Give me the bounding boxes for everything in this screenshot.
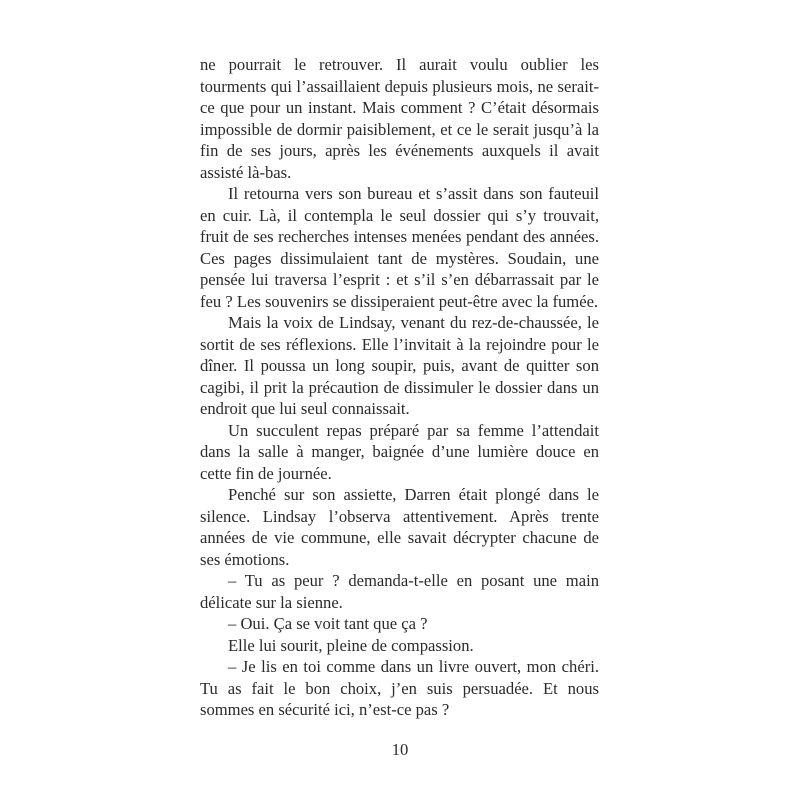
paragraph: ne pourrait le retrouver. Il aurait voulu oublier les tourments qui l’assaillaient depuis plusieurs mois, ne serait-ce que pour un instant. Mais comment ? C’était désormais impossible de dormir paisiblement, et ce le serait jusqu’à la fin de ses jours, après les événements auxquels il avait assisté là-bas.	[200, 55, 599, 182]
paragraph: Il retourna vers son bureau et s’assit dans son fauteuil en cuir. Là, il contempla le seul dossier qui s’y trouvait, fruit de ses recherches intenses menées pendant des années. Ces pages dissimulaient tant de mystères. Soudain, une pensée lui traversa l’esprit : et s’il s’en débarrassait par le feu ? Les souvenirs se dissiperaient peut-être avec la fumée.	[200, 184, 599, 311]
dialogue-line: – Oui. Ça se voit tant que ça ?	[228, 614, 428, 633]
body-text	[200, 54, 599, 721]
paragraph: Mais la voix de Lindsay, venant du rez-de-chaussée, le sortit de ses réflexions. Elle l’invitait à la rejoindre pour le dîner. Il poussa un long soupir, puis, avant de quitter son cagibi, il prit la précaution de dissimuler le dossier dans un endroit que lui seul connaissait.	[200, 313, 599, 418]
paragraph: Elle lui sourit, pleine de compassion.	[228, 635, 474, 655]
paragraph: Un succulent repas préparé par sa femme l’attendait dans la salle à manger, baignée d’une lumière douce en cette fin de journée.	[200, 420, 599, 483]
paragraph: Penché sur son assiette, Darren était plongé dans le silence. Lindsay l’observa attentivement. Après trente années de vie commune, elle savait décrypter chacune de ses émotions.	[200, 485, 599, 569]
dialogue-line: – Tu as peur ? demanda-t-elle en posant une main délicate sur la sienne.	[200, 571, 599, 612]
page-number: 10	[391, 740, 409, 759]
dialogue-line: – Je lis en toi comme dans un livre ouvert, mon chéri. Tu as fait le bon choix, j’en suis persuadée. Et nous sommes en sécurité ici, n’est-ce pas ?	[200, 657, 599, 719]
